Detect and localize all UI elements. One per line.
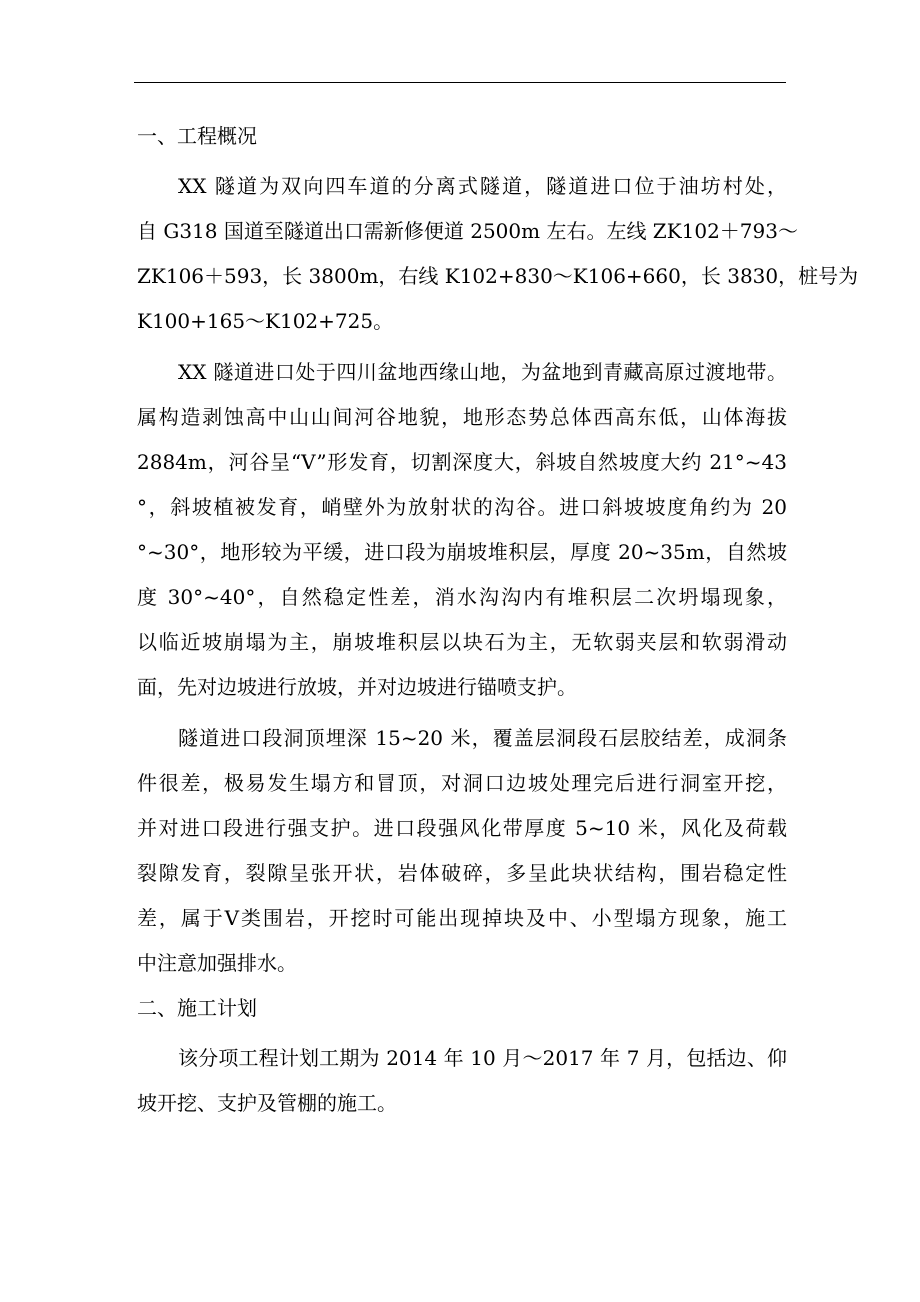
paragraph-entrance-geology: [137, 716, 787, 986]
text-line: K100+165～K102+725。: [137, 309, 394, 333]
text-line: ZK106＋593，长 3800m，右线 K102+830～K106+660，长 3830，桩号为: [137, 264, 859, 288]
text-line: °~30°，地形较为平缓，进口段为崩坡堆积层，厚度 20~35m，自然坡: [137, 540, 787, 564]
text-line: 裂隙发育，裂隙呈张开状，岩体破碎，多呈此块状结构，围岩稳定性: [137, 861, 787, 885]
text-line: 该分项工程计划工期为 2014 年 10 月～2017 年 7 月，包括边、仰: [178, 1046, 787, 1070]
paragraph-tunnel-location: [137, 164, 859, 344]
text-line: XX 隧道为双向四车道的分离式隧道，隧道进口位于油坊村处，: [178, 174, 787, 198]
text-line: 2884m，河谷呈“V”形发育，切割深度大，斜坡自然坡度大约 21°~43: [137, 450, 787, 474]
paragraph-terrain: [137, 350, 787, 710]
text-line: XX 隧道进口处于四川盆地西缘山地，为盆地到青藏高原过渡地带。: [178, 360, 787, 384]
text-line: 隧道进口段洞顶埋深 15~20 米，覆盖层洞段石层胶结差，成洞条: [178, 726, 787, 750]
text-line: 中注意加强排水。: [137, 951, 297, 975]
text-line: 差，属于Ⅴ类围岩，开挖时可能出现掉块及中、小型塌方现象，施工: [137, 906, 787, 930]
document-body: [137, 114, 859, 1126]
paragraph-schedule: [137, 1036, 787, 1126]
text-line: 件很差，极易发生塌方和冒顶，对洞口边坡处理完后进行洞室开挖，: [137, 771, 787, 795]
text-line: 并对进口段进行强支护。进口段强风化带厚度 5~10 米，风化及荷载: [137, 816, 787, 840]
text-line: 度 30°~40°，自然稳定性差，消水沟沟内有堆积层二次坍塌现象，: [137, 585, 787, 609]
header-rule: [134, 82, 786, 83]
text-line: °，斜坡植被发育，峭壁外为放射状的沟谷。进口斜坡坡度角约为 20: [137, 495, 787, 519]
section-heading-plan: 二、施工计划: [137, 996, 257, 1020]
text-line: 以临近坡崩塌为主，崩坡堆积层以块石为主，无软弱夹层和软弱滑动: [137, 630, 787, 654]
text-line: 坡开挖、支护及管棚的施工。: [137, 1091, 397, 1115]
text-line: 属构造剥蚀高中山山间河谷地貌，地形态势总体西高东低，山体海拔: [137, 405, 787, 429]
text-line: 自 G318 国道至隧道出口需新修便道 2500m 左右。左线 ZK102＋793～: [137, 219, 798, 243]
text-line: 面，先对边坡进行放坡，并对边坡进行锚喷支护。: [137, 675, 577, 699]
section-heading-overview: 一、工程概况: [137, 124, 257, 148]
